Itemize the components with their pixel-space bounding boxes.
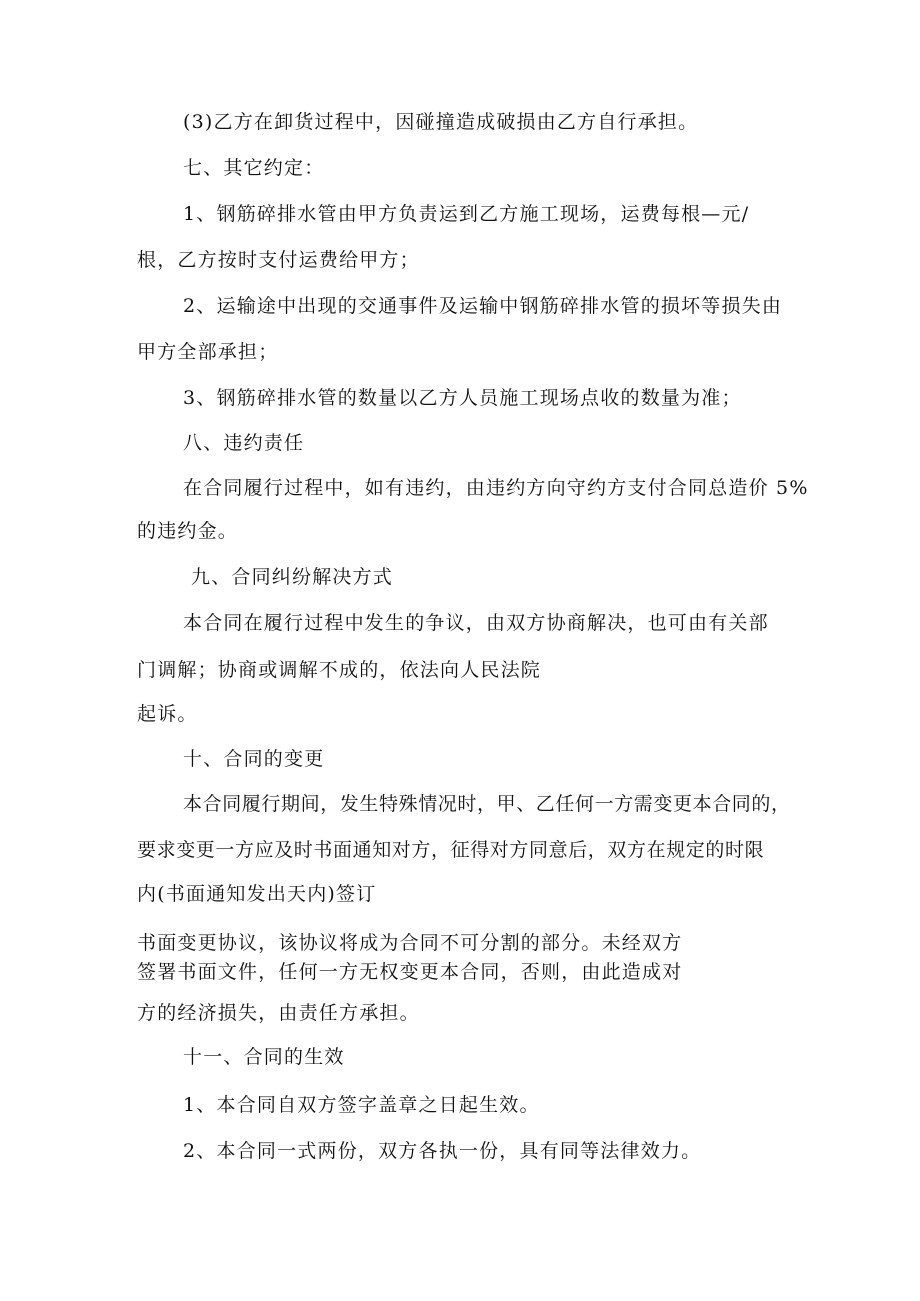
clause-line-10b: 要求变更一方应及时书面通知对方，征得对方同意后，双方在规定的时限 (137, 839, 765, 861)
clause-line-10d: 书面变更协议，该协议将成为合同不可分割的部分。未经双方 (137, 932, 683, 954)
clause-line-8a: 在合同履行过程中，如有违约，由违约方向守约方支付合同总造价 5% (183, 477, 809, 499)
clause-line-11-2: 2、本合同一式两份，双方各执一份，具有同等法律效力。 (183, 1140, 702, 1162)
clause-line-9b: 门调解；协商或调解不成的，依法向人民法院 (137, 659, 542, 681)
section-heading-7: 七、其它约定： (183, 157, 325, 179)
clause-line-10e: 签署书面文件，任何一方无权变更本合同，否则，由此造成对 (137, 961, 683, 983)
clause-line-7-3: 3、钢筋碎排水管的数量以乙方人员施工现场点收的数量为准； (183, 387, 742, 409)
clause-line-10a: 本合同履行期间，发生特殊情况时，甲、乙任何一方需变更本合同的， (183, 793, 791, 815)
clause-line-7-1b: 根，乙方按时支付运费给甲方； (137, 249, 420, 271)
clause-line-7-2b: 甲方全部承担； (137, 341, 279, 363)
clause-line-9a: 本合同在履行过程中发生的争议，由双方协商解决，也可由有关部 (183, 612, 769, 634)
section-heading-11: 十一、合同的生效 (183, 1046, 345, 1068)
clause-line-8b: 的违约金。 (137, 520, 239, 542)
clause-line-10f: 方的经济损失，由责任方承担。 (137, 1002, 420, 1024)
clause-line-3-unloading: (3)乙方在卸货过程中，因碰撞造成破损由乙方自行承担。 (183, 111, 699, 133)
clause-line-10c: 内(书面通知发出天内)签订 (137, 883, 377, 905)
clause-line-9c: 起诉。 (137, 703, 198, 725)
section-heading-8: 八、违约责任 (183, 432, 305, 454)
clause-line-7-2a: 2、运输途中出现的交通事件及运输中钢筋碎排水管的损坏等损失由 (183, 295, 783, 317)
section-heading-10: 十、合同的变更 (183, 748, 325, 770)
section-heading-9: 九、合同纠纷解决方式 (191, 566, 394, 588)
clause-line-7-1a: 1、钢筋碎排水管由甲方负责运到乙方施工现场，运费每根—元/ (183, 203, 750, 225)
clause-line-11-1: 1、本合同自双方签字盖章之日起生效。 (183, 1094, 540, 1116)
